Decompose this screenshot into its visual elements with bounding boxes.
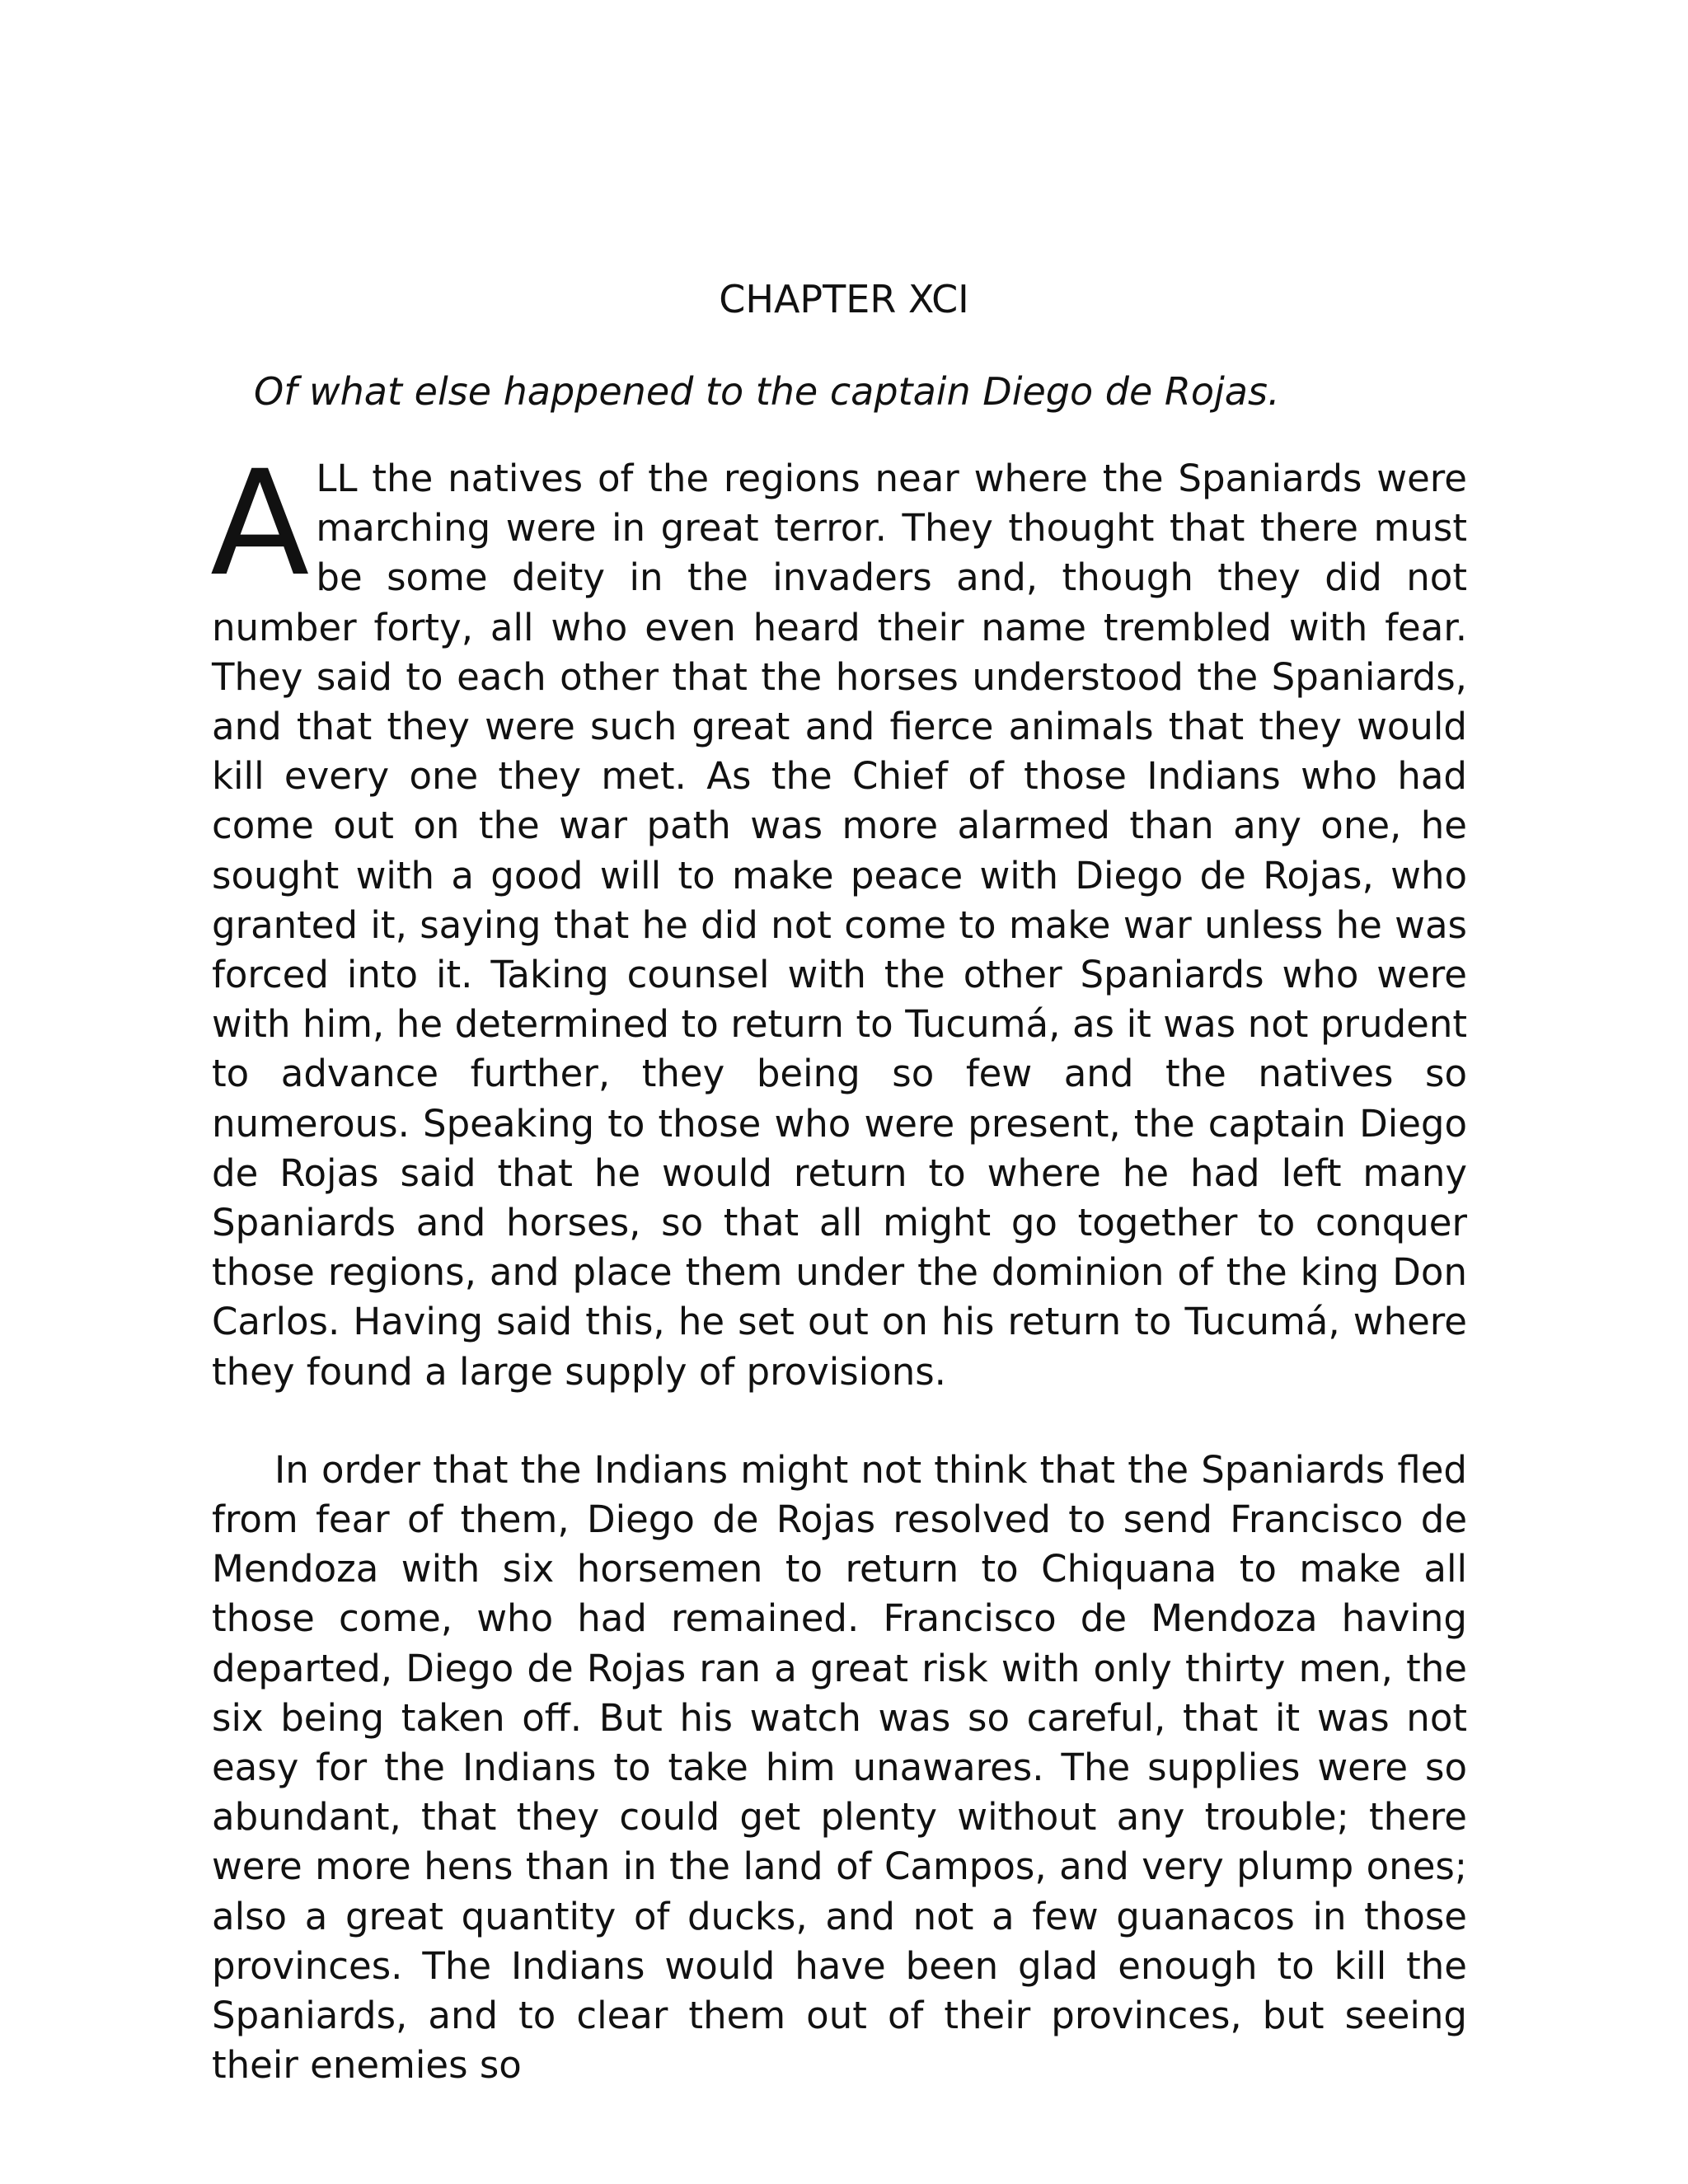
chapter-subtitle: Of what else happened to the captain Diego de Rojas. [254, 369, 1280, 414]
paragraph-1-text: LL the natives of the regions near where the Spaniards were marching were in great terror. They thought that there must be some deity in the invaders and, though they did not number forty, all who even heard their name trembled with fear. They said to each other that the horses understood the Spaniards, and that they were such great and fierce animals that they would kill every one they met. As the Chief of those Indians who had come out on the war path was more alarmed than any one, he sought with a good will to make peace with Diego de Rojas, who granted it, saying that he did not come to make war unless he was forced into it. Taking counsel with the other Spaniards who were with him, he determined to return to Tucumá, as it was not prudent to advance further, they being so few and the natives so numerous. Speaking to those who were present, the captain Diego de Rojas said that he would return to where he had left many Spaniards and horses, so that all might go together to conquer those regions, and place them under the dominion of the king Don Carlos. Having said this, he set out on his return to Tucumá, where they found a large supply of provisions. [212, 457, 1467, 1394]
paragraph-1 [210, 439, 1467, 1397]
chapter-title: CHAPTER XCI [719, 277, 969, 321]
body-text [210, 439, 1467, 2091]
drop-cap: A [210, 439, 310, 608]
paragraph-2: In order that the Indians might not think that the Spaniards fled from fear of them, Diego de Rojas resolved to send Francisco de Mendoza with six horsemen to return to Chiquana to make all those come, who had remained. Francisco de Mendoza having departed, Diego de Rojas ran a great risk with only thirty men, the six being taken off. But his watch was so careful, that it was not easy for the Indians to take him unawares. The supplies were so abundant, that they could get plenty without any trouble; there were more hens than in the land of Campos, and very plump ones; also a great quantity of ducks, and not a few guanacos in those provinces. The Indians would have been glad enough to kill the Spaniards, and to clear them out of their provinces, but seeing their enemies so [212, 1447, 1467, 2088]
